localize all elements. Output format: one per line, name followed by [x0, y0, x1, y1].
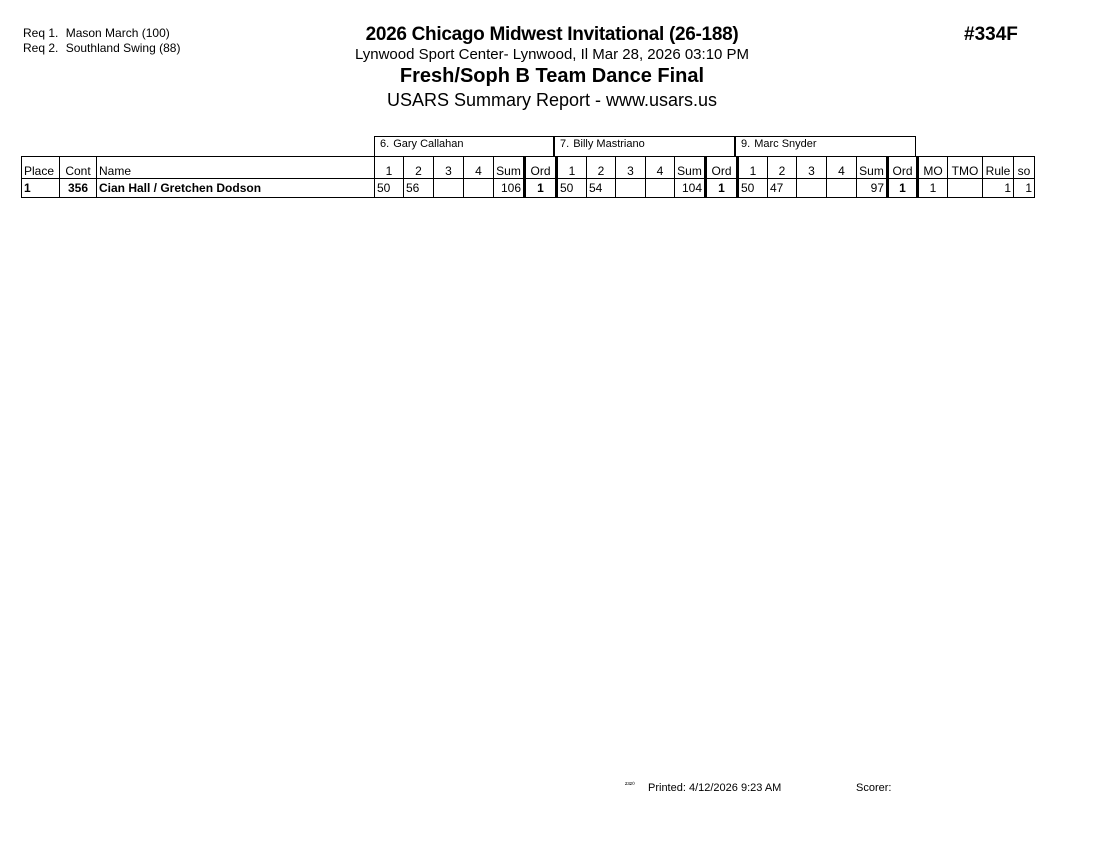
col-j2-mark3: 3 [616, 157, 646, 179]
col-mo: MO [918, 157, 948, 179]
judge-header-2 [554, 136, 735, 156]
col-j3-mark4: 4 [827, 157, 857, 179]
event-number: #334F [964, 24, 1018, 45]
cell-so: 1 [1014, 179, 1035, 198]
cell-j1-ord: 1 [525, 179, 557, 198]
judge-number: 6. [380, 138, 390, 150]
judge-header-3 [735, 136, 916, 156]
judge-name: Gary Callahan [393, 138, 464, 150]
cell-name: Cian Hall / Gretchen Dodson [97, 179, 375, 198]
cell-j3-mark1: 50 [738, 179, 768, 198]
col-j3-mark3: 3 [797, 157, 827, 179]
col-j1-ord: Ord [525, 157, 557, 179]
cell-j3-mark2: 47 [768, 179, 797, 198]
col-j3-mark1: 1 [738, 157, 768, 179]
competition-title: 2026 Chicago Midwest Invitational (26-188) [365, 24, 739, 45]
col-tmo: TMO [948, 157, 983, 179]
cell-cont: 356 [60, 179, 97, 198]
col-j2-mark1: 1 [557, 157, 587, 179]
col-j1-mark4: 4 [464, 157, 494, 179]
cell-j2-ord: 1 [706, 179, 738, 198]
cell-j2-sum: 104 [675, 179, 706, 198]
col-cont: Cont [60, 157, 97, 179]
col-j2-mark2: 2 [587, 157, 616, 179]
judge-number: 9. [741, 138, 751, 150]
table-row [22, 179, 1035, 198]
printed-timestamp: Printed: 4/12/2026 9:23 AM [648, 782, 782, 794]
report-title: USARS Summary Report - www.usars.us [386, 90, 718, 110]
req-label: Req 2. [23, 41, 59, 55]
cell-j3-sum: 97 [857, 179, 888, 198]
col-j2-sum: Sum [675, 157, 706, 179]
col-j2-ord: Ord [706, 157, 738, 179]
cell-rule: 1 [983, 179, 1014, 198]
col-rule: Rule [983, 157, 1014, 179]
cell-j1-mark3 [434, 179, 464, 198]
cell-place: 1 [22, 179, 60, 198]
cell-j2-mark4 [646, 179, 675, 198]
venue-line: Lynwood Sport Center- Lynwood, Il Mar 28, 2026 03:10 PM [354, 46, 750, 63]
req-text: Southland Swing (88) [65, 41, 181, 55]
results-table [21, 156, 1035, 198]
cell-j3-mark4 [827, 179, 857, 198]
cell-j1-mark4 [464, 179, 494, 198]
col-j3-ord: Ord [888, 157, 918, 179]
cell-j1-mark2: 56 [404, 179, 434, 198]
event-title: Fresh/Soph B Team Dance Final [399, 65, 705, 87]
cell-j2-mark1: 50 [557, 179, 587, 198]
col-j1-mark3: 3 [434, 157, 464, 179]
cell-j3-mark3 [797, 179, 827, 198]
col-j1-mark1: 1 [375, 157, 404, 179]
judge-name: Billy Mastriano [573, 138, 645, 150]
scorer-label: Scorer: [856, 782, 892, 794]
col-name: Name [97, 157, 375, 179]
col-j1-mark2: 2 [404, 157, 434, 179]
col-j2-mark4: 4 [646, 157, 675, 179]
req-label: Req 1. [23, 26, 59, 40]
col-so: so [1014, 157, 1035, 179]
judge-number: 7. [560, 138, 570, 150]
judge-name: Marc Snyder [754, 138, 817, 150]
col-j1-sum: Sum [494, 157, 525, 179]
cell-j2-mark3 [616, 179, 646, 198]
col-place: Place [22, 157, 60, 179]
cell-tmo [948, 179, 983, 198]
cell-j1-sum: 106 [494, 179, 525, 198]
cell-j3-ord: 1 [888, 179, 918, 198]
col-j3-sum: Sum [857, 157, 888, 179]
cell-mo: 1 [918, 179, 948, 198]
col-j3-mark2: 2 [768, 157, 797, 179]
footer-mark: ²³²⁰ [625, 782, 635, 789]
req-text: Mason March (100) [65, 26, 170, 40]
judge-header-1 [374, 136, 554, 156]
cell-j1-mark1: 50 [375, 179, 404, 198]
table-header-row [22, 157, 1035, 179]
cell-j2-mark2: 54 [587, 179, 616, 198]
